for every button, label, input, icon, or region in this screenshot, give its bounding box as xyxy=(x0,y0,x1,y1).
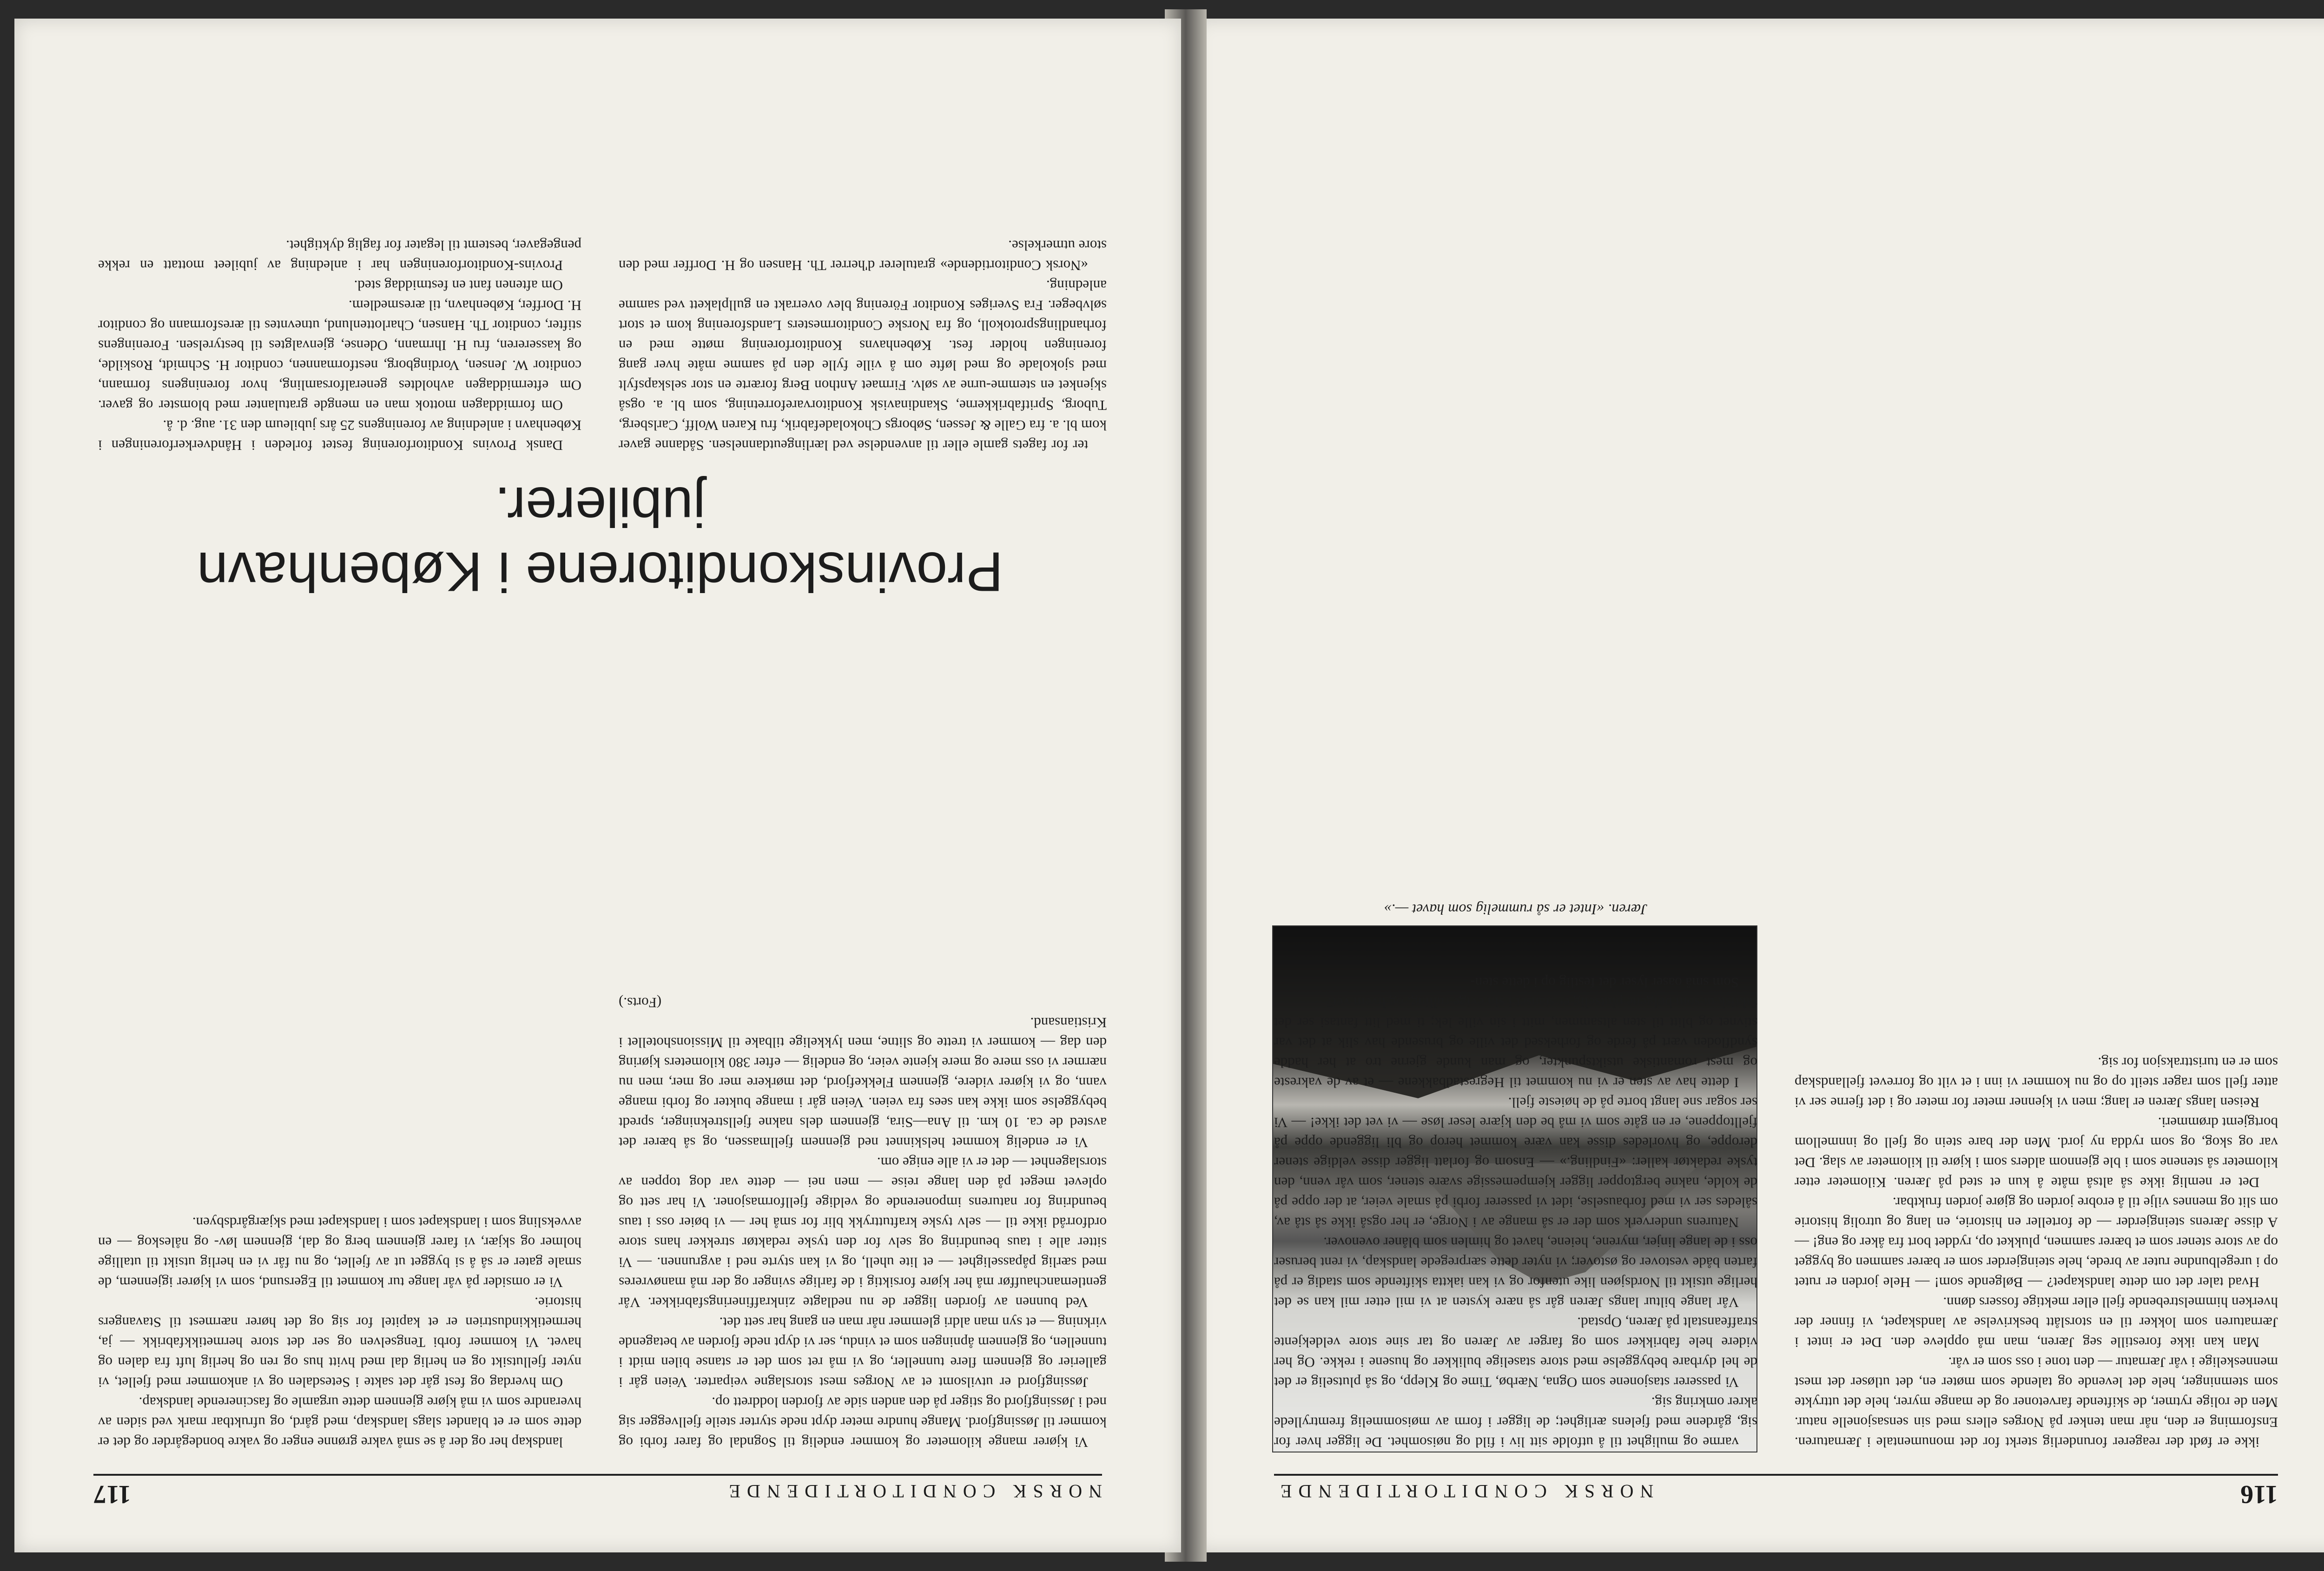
paragraph: Man kan ikke forestille seg Jæren, man må oppleve den. Det er intet i Jærnaturen som lokker til en storslått beskrivelse av landskapet, vi finner der hverken himmelstrebende fjell eller mektige fossers dønn. xyxy=(1795,1294,2278,1351)
page-number: 116 xyxy=(2240,1480,2278,1509)
page-117 xyxy=(14,19,1181,1552)
paragraph: Vår lange biltur langs Jæren går så nære kysten at vi mil etter mil kan se det herlige utsikt til Nordsjøen like utenfor og vi kan iaktta skiftende som stadig er på farten både vestover og østover; vi nyter dette særpregede landskap, vi rent beruser oss i de lange linjer, myrene, heiene, havet og himlen som blåner ovenover. xyxy=(1274,1234,1757,1311)
paragraph: Om hverdag og fest går det sakte i Setesdalen og vi ankommer med fjellet, vi nyter fjellutsikt og en herlig dal med hvitt hus og ren og herlig luft fra dalen og havet. Vi kommer forbi Tengselven og ser det store hermetikkfabrikk — ja, hermetikkindustrien er et kapitel for sig og det hører nærmest til Stavangers historie. xyxy=(98,1294,581,1391)
paragraph: Som små oaser lyser det festlig op i dette sten- xyxy=(1470,975,1739,991)
text-column-2-top xyxy=(98,625,581,1452)
paragraph: Jøssingfjord er utvilsomt et av Norges mest storslagne veiparter. Veien går i gallerier og gjennem flere tunneller, og vi må ret som det er stanse bilen midt i tunnellen, og gjennem åpningen som et vindu, ser vi dypt nede fjorden av betagende virkning — et syn man aldri glemmer når man en gang har sett det. xyxy=(619,1314,1107,1391)
paragraph: Vi er endelig kommet helskinnet ned gjennem fjellmassen, og så bærer det avsted de ca. 10 km. til Ana—Sira, gjennem dels nakne fjellstrekninger, spredt bebyggelse som ikke kan sees fra veien. Veien går i mange bukter og forbi mange vann, og vi kjører videre, gjennem Flekkefjord, det mørkere mer og mer, men nu nærmer vi oss mere og mere kjente veier, og endelig — efter 380 kilometers kjøring den dag — kommer vi trette og slitne, men lykkelige tilbake til Missionshotellet i Kristiansand. xyxy=(619,1015,1107,1151)
paragraph: Om aftenen fant en festmiddag sted. xyxy=(354,277,563,294)
masthead: NORSK CONDITORTIDENDE xyxy=(722,1481,1102,1502)
paragraph: Hvad taler det om dette landskapet? — Bølgende som! — Hele jorden er rutet op i uregelbundne ruter av brede, hele steingjerder som er bærer sammen og bygget op av store stener som et bærer sammen, plukket op, ryddet bort fra åker og eng! — A disse Jærens steingjerder — de forteller en historie, en lang og utrolig historie om slit og mennes vilje til å erobre jorden og gjøre jorden fruktbar. xyxy=(1795,1195,2278,1291)
paragraph: Provins-Konditorforeningen har i anledning av jubileet mottatt en rekke pengegaver, bestemt til legater for faglig dyktighet. xyxy=(98,238,581,274)
paragraph: Vi kjører mange kilometer og kommer endelig til Sogndal og farer forbi og kommer til Jøssingfjord. Mange hundre meter dypt nede styrter steile fjellvegger sig ned i Jøssingfjord og stiger på den anden side av fjorden loddrett op. xyxy=(619,1394,1107,1451)
page-116 xyxy=(1195,19,2324,1552)
text-column-1 xyxy=(1795,84,2278,1452)
paragraph: Dansk Provins Konditorforening festet forleden i Håndverkerforeningen i København i anledning av foreningens 25 års jubileum den 31. aug. d. å. xyxy=(98,417,581,454)
text-column-2 xyxy=(1274,84,1757,1452)
article-column-1 xyxy=(619,84,1107,455)
paragraph: Om formiddagen mottok man en mengde gratulanter med blomster og gaver. Om eftermiddagen avholdtes generalforsamling, hvor foreningens formann, conditor W. Jensen, Vordingborg, nestformannen, conditor H. Schmidt, Roskilde, og kassereren, fru H. Ihrmann, Odense, gjenvalgtes til bestyrelsen. Foreningens stifter, conditor Th. Hansen, Charlottenlund, utnevntes til æresformann og conditor H. Dorffer, København, til æresmedlem. xyxy=(98,297,581,414)
paragraph: I dette hav av sten er vi nu kommet til Hegrestadbakkene — et av de vakreste og mest romantiske utsiktspunkter, og man kunde gjerne tro at her hadde syndfloden vært på ferde og forheksed det ville og brusende hav slik at det var stivnet og blitt til sten altsammen, mitt i sin ville lek; ti med litt fantasi ser det faktisk ut som bølgene plutselig er stanset i sin evige rulling, og hvem vet? xyxy=(1274,995,1757,1091)
continued-note: (Forts.) xyxy=(619,995,662,1011)
paragraph: ikke er født der reagerer forunderlig sterkt for det monumentale i Jærnaturen. Ensforming er den, når man tenker på Norges ellers med sin sensasjonelle natur. Men de rolige rytmer, de skiftende farvetoner og de mange myrer, hele det uttrykte som stemninger, hele det levende og talende som møter en, det utløser det mest menneskelige i vår Jærnatur — den tone i oss som er vår. xyxy=(1795,1354,2278,1451)
figure-caption: Jæren. «Intet er så rummelig som havet —.» xyxy=(1384,901,1648,918)
article-column-2 xyxy=(98,84,581,455)
masthead: NORSK CONDITORTIDENDE xyxy=(1274,1481,1654,1502)
paragraph: varme og mulighet til å utfolde sitt liv i fild og nøisomhet. De ligger hver for sig, gårdene med fjelens ærlighet; de ligger i form av møisommelig fremtryllede akrer omkring sig. xyxy=(1274,1394,1757,1451)
paragraph: Naturens underverk som der er så mange av i Norge, er her også ikke så stå av, således ser vi med forbauselse, idet vi passerer forbi på smale veier, at der oppe på de kolde, nakne bergtopper ligger kjempemessige svære stener, som vår venn, den tyske redaktør kaller: «Findling.» — Ensom og forlatt ligger disse veldige stener deroppe, og hvorledes disse kan være kommet herop og bli liggende oppe på fjelltoppene, er en gåte som vi må be den kjære leser løse — vi vet det ikke! — Vi ser sogar sne langt borte på de høieste fjell. xyxy=(1274,1095,1757,1231)
paragraph: landskap her og der å se små vakre grønne enger og vakre bondegårder og det er dette som er et blandet slags landskap, med gård, og ufruktbar mark ved siden av hverandre som vi må kjøre gjennem dette urgamle og fascinerende landskap. xyxy=(98,1394,581,1451)
paragraph: Ved bunnen av fjorden ligger de nu nedlagte zinkraffineringsfabrikker. Vår gentlemanchauffør må her kjøre forsiktig i de farlige svinger og der må manøvreres med særlig påpasselighet — et lite uhell, og vi kan styrte ned i avgrunnen. — Vi sitter alle i taus beundring og selv for den tyske redaktør strekker hans store ordforråd ikke til — selv tyske kraftuttrykk blir for små her — vi bøier oss i taus beundring for naturens imponerende og veldige fjellformasjoner. Vi har sett og oplevet meget på den lange reise — men nei — dette var dog toppen av storslagenhet — det er vi alle enige om. xyxy=(619,1155,1107,1311)
article-title: Provinskonditorene i København jubilerer. xyxy=(197,475,1004,603)
page-number: 117 xyxy=(93,1480,131,1509)
page-header xyxy=(1274,1474,2278,1508)
paragraph: «Norsk Conditortidende» gratulerer d'herrer Th. Hansen og H. Dorffer med den store utmerkelse. xyxy=(619,238,1107,274)
page-header xyxy=(93,1474,1102,1508)
paragraph: Det er nemlig ikke så altså måte å kun et sted på Jæren. Kilometer etter kilometer så stenene som i ble gjennom alders som i kjøre til kilometer av slag. Det var og skog, og som rydda ny jord. Men der bare stein og fjell og innmellom bortgjemt drømmeri. xyxy=(1795,1115,2278,1191)
paragraph: ter for fagets gamle eller til anvendelse ved lærlingeutdannelsen. Sådanne gaver kom bl. a. fra Galle & Jessen, Søborgs Chokoladefabrik, fru Karen Wolff, Carlsberg, Tuborg, Spritfabrikkerne, Skandinavisk Konditorvareforretning, som bl. a. også skjenket en stemme-urne av sølv. Firmaet Anthon Berg forærte en stor selskapsfylt med sjokolade og med løfte om å ville fylle den på samme måte hver gang foreningen holder fest. Københavns Konditorforening møtte med en forhandlingsprotokoll, og fra Norske Conditormesters Landsforening kom et stort sølvbeger. Fra Sveriges Konditor Förening blev overrakt en gullplakett ved samme anledning. xyxy=(619,277,1107,454)
paragraph: Vi er omsider på vår lange tur kommet til Egersund, som vi kjører igjennem, de smale gater er så å si bygget ut av fjellet, og nu får vi en herlig utsikt til utallige holmer og skjær, vi farer gjennem berg og dal, gjennem løv- og nåleskog — en avveksling som i landskapet som i landskapet med skjærgårdsbyen. xyxy=(98,1215,581,1291)
paragraph: Reisen langs Jæren er lang; men vi kjenner meter for meter og i det fjerne ser vi atter fjell som rager steilt op og nu kommer vi inn i et vilt og forrevet fjellandskap som er en turisttraksjon for sig. xyxy=(1795,1055,2278,1111)
paragraph: Vi passerer stasjonene som Ogna, Nærbø, Time og Klepp, og så plutselig er det de hel dyrbare bebyggelse med store staselige bulikker og husene i rekke. Og her videre hele fabrikker som og farger av Jæren og tar sine store veldekjente straffeanstalt på Jæren, Opstad. xyxy=(1274,1314,1757,1391)
